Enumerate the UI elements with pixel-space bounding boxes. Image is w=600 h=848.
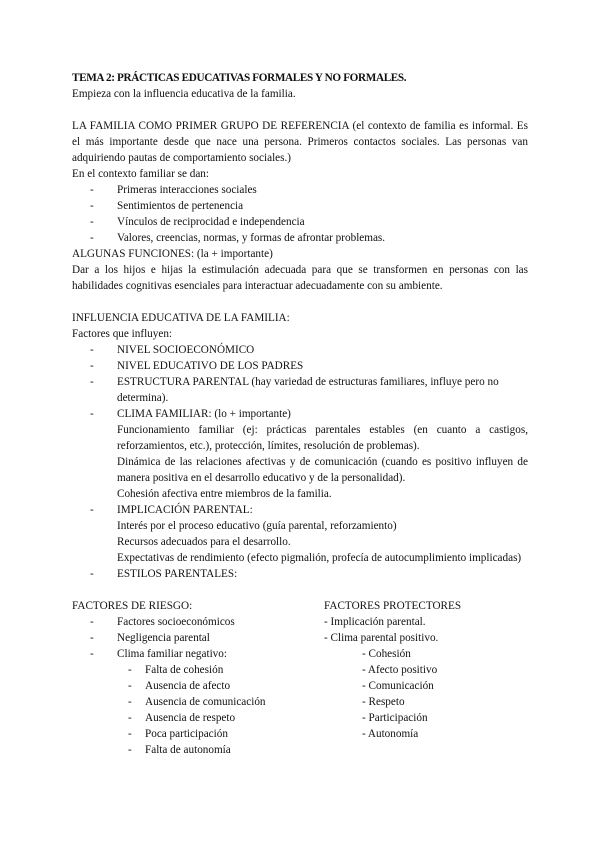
list-item: - Cohesión	[362, 648, 411, 660]
familia-paragraph: LA FAMILIA COMO PRIMER GRUPO DE REFERENCIA (el contexto de familia es informal. Es el más importante desde que nace una persona. Primeros contactos sociales. Las personas van adquiriendo pautas de comportamiento sociales.)	[72, 120, 528, 164]
list-item: - Poca participación	[72, 726, 322, 742]
clima-sub-text: Dinámica de las relaciones afectivas y de comunicación (cuando es positivo influyen de manera positiva en el desarrollo educativo y de la personalidad).	[117, 456, 528, 484]
list-item: - NIVEL SOCIOECONÓMICO	[72, 342, 528, 358]
familia-lead: En el contexto familiar se dan:	[72, 168, 209, 180]
influencia-heading: INFLUENCIA EDUCATIVA DE LA FAMILIA:	[72, 312, 290, 324]
document-title: TEMA 2: PRÁCTICAS EDUCATIVAS FORMALES Y NO FORMALES.	[72, 72, 407, 84]
list-item: - Respeto	[362, 696, 405, 708]
implicacion-sub-text: Expectativas de rendimiento (efecto pigmalión, profecía de autocumplimiento implicadas)	[117, 552, 522, 564]
list-item: - Valores, creencias, normas, y formas de afrontar problemas.	[72, 230, 528, 246]
influencia-lead: Factores que influyen:	[72, 328, 173, 340]
estilos-list	[72, 566, 528, 582]
list-item: - Clima parental positivo.	[324, 632, 439, 644]
list-item: - Falta de autonomía	[72, 742, 322, 758]
list-item: - Ausencia de respeto	[72, 710, 322, 726]
list-item: - NIVEL EDUCATIVO DE LOS PADRES	[72, 358, 528, 374]
factors-columns	[72, 598, 528, 762]
implicacion-sub-text: Interés por el proceso educativo (guía parental, reforzamiento)	[117, 520, 397, 532]
list-item: - Factores socioeconómicos	[72, 614, 322, 630]
list-item: - Comunicación	[362, 680, 434, 692]
funciones-heading: ALGUNAS FUNCIONES: (la + importante)	[72, 248, 273, 260]
familia-list	[72, 182, 528, 246]
spacer	[72, 294, 528, 310]
document-page	[72, 70, 528, 762]
riesgo-list	[72, 614, 322, 758]
spacer	[72, 582, 528, 598]
list-item: - Autonomía	[362, 728, 419, 740]
list-item: - Negligencia parental	[72, 630, 322, 646]
implicacion-list	[72, 502, 528, 518]
list-item: - Sentimientos de pertenencia	[72, 198, 528, 214]
funciones-text: Dar a los hijos e hijas la estimulación adecuada para que se transformen en personas con las habilidades cognitivas esenciales para interactuar adecuadamente con su ambiente.	[72, 264, 528, 292]
list-item: - Primeras interacciones sociales	[72, 182, 528, 198]
riesgo-heading: FACTORES DE RIESGO:	[72, 600, 193, 612]
list-item: - Afecto positivo	[362, 664, 438, 676]
list-item: - Falta de cohesión	[72, 662, 322, 678]
list-item: - Ausencia de afecto	[72, 678, 322, 694]
list-item: - Ausencia de comunicación	[72, 694, 322, 710]
intro-text: Empieza con la influencia educativa de la familia.	[72, 88, 296, 100]
riesgo-column	[72, 598, 322, 758]
list-item: - IMPLICACIÓN PARENTAL:	[72, 502, 528, 518]
list-item: - ESTILOS PARENTALES:	[72, 566, 528, 582]
list-item: - CLIMA FAMILIAR: (lo + importante)	[72, 406, 528, 422]
protectores-column	[324, 598, 534, 742]
list-item: - Implicación parental.	[324, 616, 426, 628]
protectores-list	[324, 614, 534, 742]
implicacion-sub-text: Recursos adecuados para el desarrollo.	[117, 536, 291, 548]
list-item: - Clima familiar negativo:	[72, 646, 322, 662]
list-item: - Vínculos de reciprocidad e independencia	[72, 214, 528, 230]
spacer	[72, 102, 528, 118]
clima-sub-text: Funcionamiento familiar (ej: prácticas parentales estables (en cuanto a castigos, reforzamientos, etc.), protección, límites, resolución de problemas).	[117, 424, 528, 452]
list-item: - ESTRUCTURA PARENTAL (hay variedad de estructuras familiares, influye pero no determina).	[72, 374, 528, 406]
protectores-heading: FACTORES PROTECTORES	[324, 600, 462, 612]
clima-sub-text: Cohesión afectiva entre miembros de la familia.	[117, 488, 332, 500]
influencia-list	[72, 342, 528, 422]
list-item: - Participación	[362, 712, 428, 724]
